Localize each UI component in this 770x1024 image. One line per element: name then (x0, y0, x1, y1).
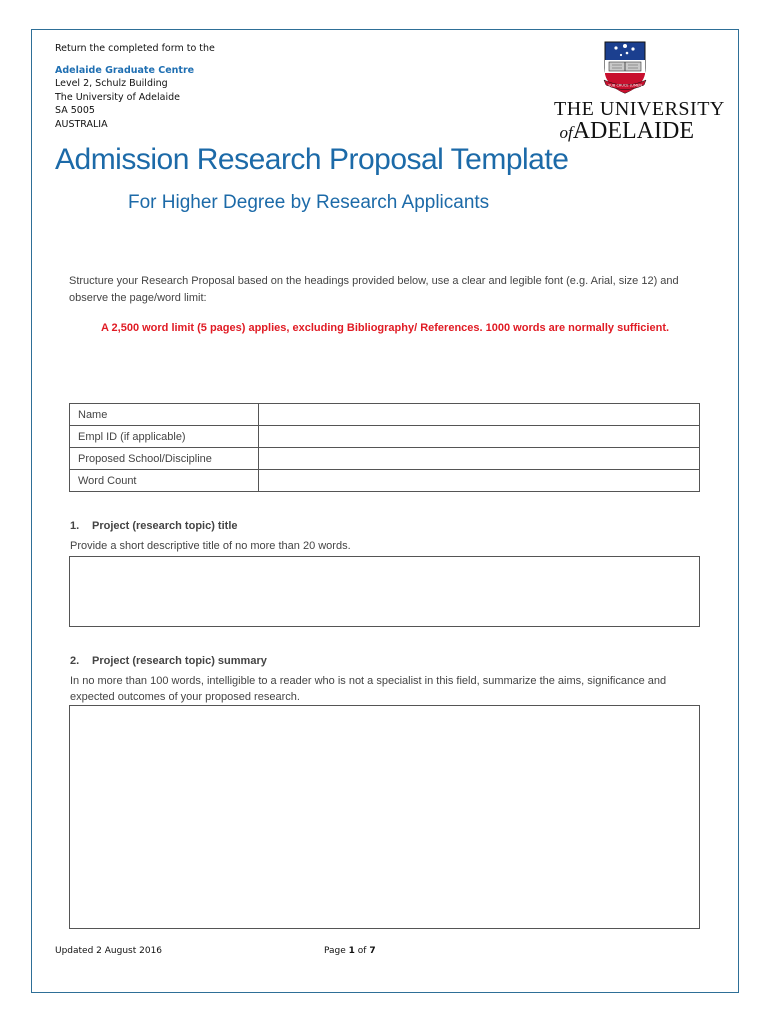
name-field[interactable] (259, 404, 700, 426)
footer-page-number (324, 946, 376, 956)
page-title: Admission Research Proposal Template (55, 143, 569, 176)
table-row (70, 426, 700, 448)
table-row (70, 470, 700, 492)
section-number: 2. (70, 655, 80, 667)
section-title: Project (research topic) title (92, 520, 238, 532)
page-subtitle: For Higher Degree by Research Applicants (128, 192, 490, 213)
table-row (70, 448, 700, 470)
name-label: Name (70, 404, 259, 426)
school-discipline-label: Proposed School/Discipline (70, 448, 259, 470)
empl-id-field[interactable] (259, 426, 700, 448)
applicant-details-table (69, 403, 700, 492)
page-current: 1 (348, 946, 355, 956)
logo-text-name: ADELAIDE (572, 118, 694, 144)
section-2-heading (70, 655, 267, 667)
logo-text-university: THE UNIVERSITY (554, 98, 725, 120)
word-count-field[interactable] (259, 470, 700, 492)
logo-text-of: of (559, 123, 573, 142)
crest-motto: SUB CRUCE LUMEN (608, 83, 642, 88)
address-line: AUSTRALIA (55, 118, 108, 130)
university-crest-icon (602, 40, 648, 94)
address-line: Level 2, Schulz Building (55, 78, 168, 89)
footer-updated-date: Updated 2 August 2016 (55, 946, 163, 956)
word-count-label: Word Count (70, 470, 259, 492)
empl-id-label: Empl ID (if applicable) (70, 426, 259, 448)
table-row (70, 404, 700, 426)
project-summary-answer-box[interactable] (69, 705, 700, 929)
return-address (55, 42, 215, 131)
page-of: of (354, 946, 370, 956)
section-2-description: In no more than 100 words, intelligible to a reader who is not a specialist in this field, summarize the aims, significance and expected outcomes of your proposed research. (70, 675, 667, 703)
project-title-answer-box[interactable] (69, 556, 700, 627)
section-number: 1. (70, 520, 80, 532)
word-limit-notice: A 2,500 word limit (5 pages) applies, excluding Bibliography/ References. 1000 words are normally sufficient. (100, 322, 670, 334)
address-line: The University of Adelaide (55, 91, 180, 103)
section-1-description: Provide a short descriptive title of no more than 20 words. (70, 540, 351, 552)
page-total: 7 (369, 946, 376, 956)
logo-text-adelaide (554, 118, 694, 145)
page-prefix: Page (324, 946, 349, 956)
section-1-heading (70, 520, 238, 532)
section-title: Project (research topic) summary (92, 655, 267, 667)
return-intro: Return the completed form to the (55, 43, 215, 54)
school-discipline-field[interactable] (259, 448, 700, 470)
address-line: SA 5005 (55, 105, 95, 116)
instructions-text: Structure your Research Proposal based on the headings provided below, use a clear and legible font (e.g. Arial, size 12) and observe the page/word limit: (69, 275, 679, 304)
graduate-centre-name: Adelaide Graduate Centre (55, 64, 195, 76)
